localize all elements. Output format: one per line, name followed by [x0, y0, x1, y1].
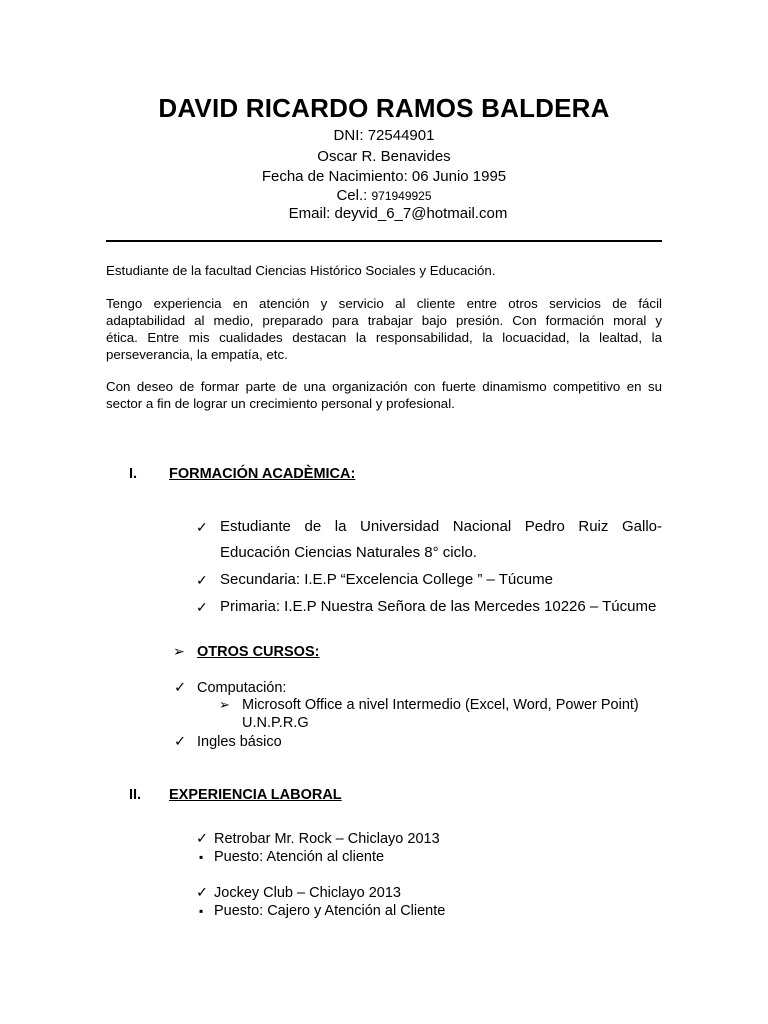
- list-item: [196, 567, 208, 594]
- profile-intro: Estudiante de la facultad Ciencias Histórico Sociales y Educación.: [106, 263, 496, 278]
- section-number: II.: [129, 787, 142, 803]
- profile-objective: [106, 378, 662, 412]
- checkmark-icon: ✓: [196, 831, 209, 847]
- job-role: Puesto: Cajero y Atención al Cliente: [214, 903, 446, 919]
- job-role: Puesto: Atención al cliente: [214, 849, 385, 865]
- checkmark-icon: ✓: [196, 572, 208, 588]
- education-secundaria: Secundaria: I.E.P “Excelencia College ” – Túcume: [220, 571, 553, 588]
- course-computacion: Computación:: [197, 680, 287, 696]
- course-office: Microsoft Office a nivel Intermedio (Excel, Word, Power Point): [242, 697, 639, 713]
- course-ingles: Ingles básico: [197, 734, 282, 750]
- email-line: Email: deyvid_6_7@hotmail.com: [288, 205, 508, 222]
- profile-line: sector a fin de lograr un crecimiento personal y profesional.: [106, 396, 455, 411]
- checkmark-icon: ✓: [196, 519, 208, 535]
- education-primaria: Primaria: I.E.P Nuestra Señora de las Mercedes 10226 – Túcume: [220, 598, 657, 615]
- list-item: [196, 514, 208, 541]
- cel-line: [0, 187, 768, 205]
- cel-label: Cel.:: [336, 187, 368, 204]
- square-bullet-icon: ▪: [199, 904, 204, 918]
- profile-line: ética. Entre mis cualidades destacan la responsabilidad, la locuacidad, la lealtad, la: [106, 330, 662, 345]
- section-title-experiencia: EXPERIENCIA LABORAL: [169, 787, 342, 803]
- section-title-formacion: FORMACIÓN ACADÈMICA:: [169, 466, 356, 482]
- arrow-icon: ➢: [173, 643, 185, 659]
- profile-line: adaptabilidad al medio, preparado para trabajar bajo presión. Con formación moral y: [106, 313, 662, 328]
- arrow-icon: ➢: [219, 697, 230, 712]
- list-item: [196, 594, 208, 621]
- checkmark-icon: ✓: [174, 734, 187, 750]
- job-place: Retrobar Mr. Rock – Chiclayo 2013: [214, 831, 440, 847]
- profile-experience: [106, 295, 662, 363]
- checkmark-icon: ✓: [196, 599, 208, 615]
- birth-line: Fecha de Nacimiento: 06 Junio 1995: [261, 168, 507, 185]
- education-university: Estudiante de la Universidad Nacional Pedro Ruiz Gallo-: [220, 518, 662, 535]
- checkmark-icon: ✓: [174, 680, 187, 696]
- address-line: Oscar R. Benavides: [317, 148, 451, 165]
- candidate-name: DAVID RICARDO RAMOS BALDERA: [158, 93, 610, 123]
- profile-line: Tengo experiencia en atención y servicio al cliente entre otros servicios de fácil: [106, 296, 662, 311]
- course-unprg: U.N.P.R.G: [242, 715, 309, 731]
- square-bullet-icon: ▪: [199, 850, 204, 864]
- profile-line: perseverancia, la empatía, etc.: [106, 347, 288, 362]
- dni-line: DNI: 72544901: [333, 127, 435, 144]
- education-university-cont: Educación Ciencias Naturales 8° ciclo.: [220, 544, 477, 561]
- cel-number: 971949925: [371, 189, 432, 203]
- job-place: Jockey Club – Chiclayo 2013: [214, 885, 401, 901]
- section-number: I.: [129, 466, 138, 482]
- checkmark-icon: ✓: [196, 885, 209, 901]
- header-divider: [106, 240, 662, 242]
- profile-line: Con deseo de formar parte de una organización con fuerte dinamismo competitivo en su: [106, 379, 662, 394]
- section-title-otros: OTROS CURSOS:: [197, 644, 320, 660]
